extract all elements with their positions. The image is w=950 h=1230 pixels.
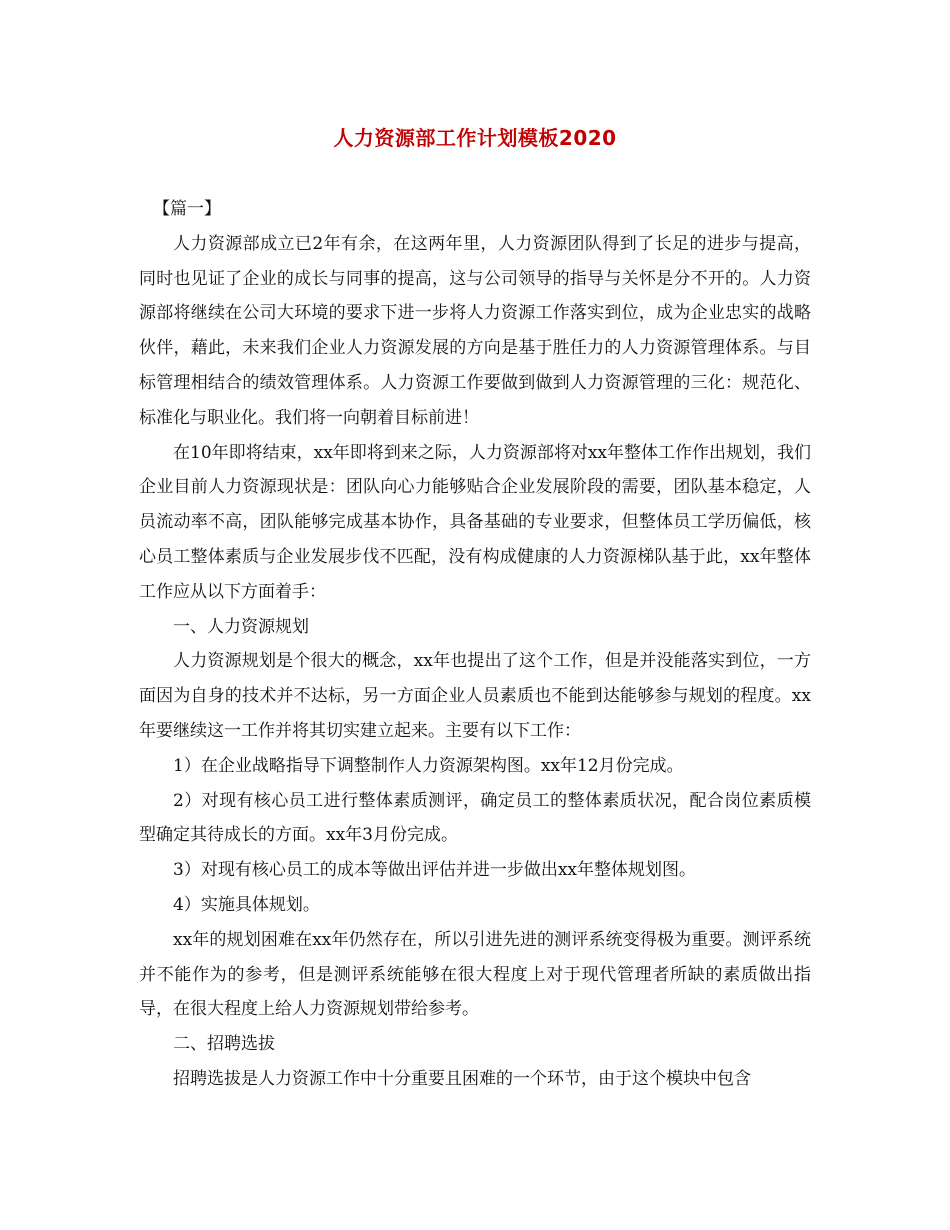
document-title: 人力资源部工作计划模板2020 [333,126,617,150]
list-item: 4）实施具体规划。 [173,894,320,915]
section-heading-recruitment: 二、招聘选拔 [173,1034,275,1055]
section-heading-hr-planning: 一、人力资源规划 [173,616,309,637]
document-body [139,192,811,1097]
list-item: 1）在企业战略指导下调整制作人力资源架构图。xx年12月份完成。 [173,755,684,776]
paragraph-recruitment: 招聘选拔是人力资源工作中十分重要且困难的一个环节，由于这个模块中包含 [173,1068,751,1089]
paragraph-planning: 人力资源规划是个很大的概念，xx年也提出了这个工作，但是并没能落实到位，一方面因为自身的技术并不达标，另一方面企业人员素质也不能到达能够参与规划的程度。xx年要继续这一工作并将其切实建立起来。主要有以下工作： [139,651,811,741]
section-marker: 【篇一】 [153,199,221,219]
paragraph-intro: 人力资源部成立已2年有余，在这两年里，人力资源团队得到了长足的进步与提高，同时也见证了企业的成长与同事的提高，这与公司领导的指导与关怀是分不开的。人力资源部将继续在公司大环境的要求下进一步将人力资源工作落实到位，成为企业忠实的战略伙伴，藉此，未来我们企业人力资源发展的方向是基于胜任力的人力资源管理体系。与目标管理相结合的绩效管理体系。人力资源工作要做到做到人力资源管理的三化：规范化、标准化与职业化。我们将一向朝着目标前进！ [139,233,811,428]
list-item: 2）对现有核心员工进行整体素质测评，确定员工的整体素质状况，配合岗位素质模型确定其待成长的方面。xx年3月份完成。 [139,790,811,846]
paragraph-difficulty: xx年的规划困难在xx年仍然存在，所以引进先进的测评系统变得极为重要。测评系统并不能作为的参考，但是测评系统能够在很大程度上对于现代管理者所缺的素质做出指导，在很大程度上给人力资源规划带给参考。 [139,929,811,1020]
paragraph-status: 在10年即将结束，xx年即将到来之际，人力资源部将对xx年整体工作作出规划，我们企业目前人力资源现状是：团队向心力能够贴合企业发展阶段的需要，团队基本稳定，人员流动率不高，团队能够完成基本协作，具备基础的专业要求，但整体员工学历偏低，核心员工整体素质与企业发展步伐不匹配，没有构成健康的人力资源梯队基于此，xx年整体工作应从以下方面着手： [139,442,811,602]
list-item: 3）对现有核心员工的成本等做出评估并进一步做出xx年整体规划图。 [173,860,696,881]
